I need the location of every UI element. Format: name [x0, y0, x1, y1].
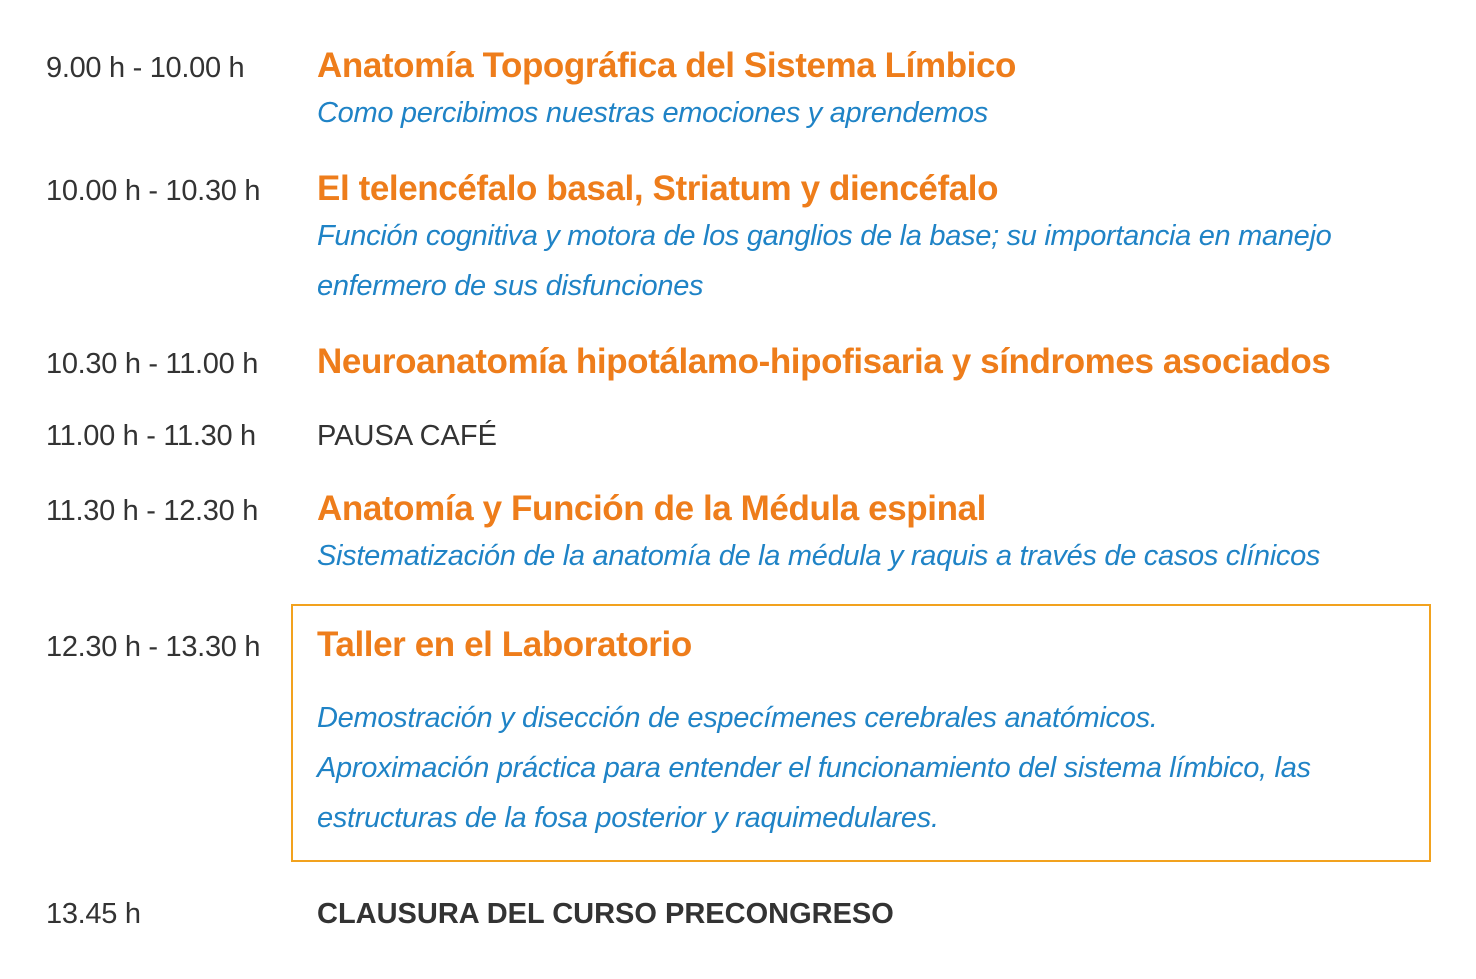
session-description: enfermero de sus disfunciones [317, 270, 704, 302]
session-time: 12.30 h - 13.30 h [46, 631, 261, 663]
session-content [317, 169, 1437, 311]
session-title: Neuroanatomía hipotálamo-hipofisaria y síndromes asociados [317, 342, 1331, 381]
session-title: El telencéfalo basal, Striatum y diencéfalo [317, 169, 999, 208]
session-content [317, 46, 1437, 138]
session-description: Función cognitiva y motora de los ganglios de la base; su importancia en manejo [317, 220, 1332, 252]
session-title: Taller en el Laboratorio [317, 625, 692, 664]
session-time: 10.00 h - 10.30 h [46, 175, 261, 207]
break-label: PAUSA CAFÉ [317, 420, 497, 452]
session-time: 11.30 h - 12.30 h [46, 495, 259, 527]
session-time: 9.00 h - 10.00 h [46, 52, 245, 84]
session-content [317, 625, 1437, 843]
session-time: 11.00 h - 11.30 h [46, 420, 256, 452]
session-description: Sistematización de la anatomía de la médula y raquis a través de casos clínicos [317, 540, 1321, 572]
session-description: estructuras de la fosa posterior y raquimedulares. [317, 802, 939, 834]
session-content [317, 420, 1437, 453]
session-time: 13.45 h [46, 898, 141, 930]
closing-label: CLAUSURA DEL CURSO PRECONGRESO [317, 898, 894, 930]
session-description: Como percibimos nuestras emociones y aprendemos [317, 97, 988, 129]
session-time: 10.30 h - 11.00 h [46, 348, 259, 380]
session-title: Anatomía Topográfica del Sistema Límbico [317, 46, 1017, 85]
session-content [317, 898, 1437, 931]
session-content [317, 489, 1437, 581]
session-content [317, 342, 1437, 382]
session-description: Aproximación práctica para entender el funcionamiento del sistema límbico, las [317, 752, 1311, 784]
session-title: Anatomía y Función de la Médula espinal [317, 489, 986, 528]
session-description: Demostración y disección de especímenes cerebrales anatómicos. [317, 702, 1158, 734]
